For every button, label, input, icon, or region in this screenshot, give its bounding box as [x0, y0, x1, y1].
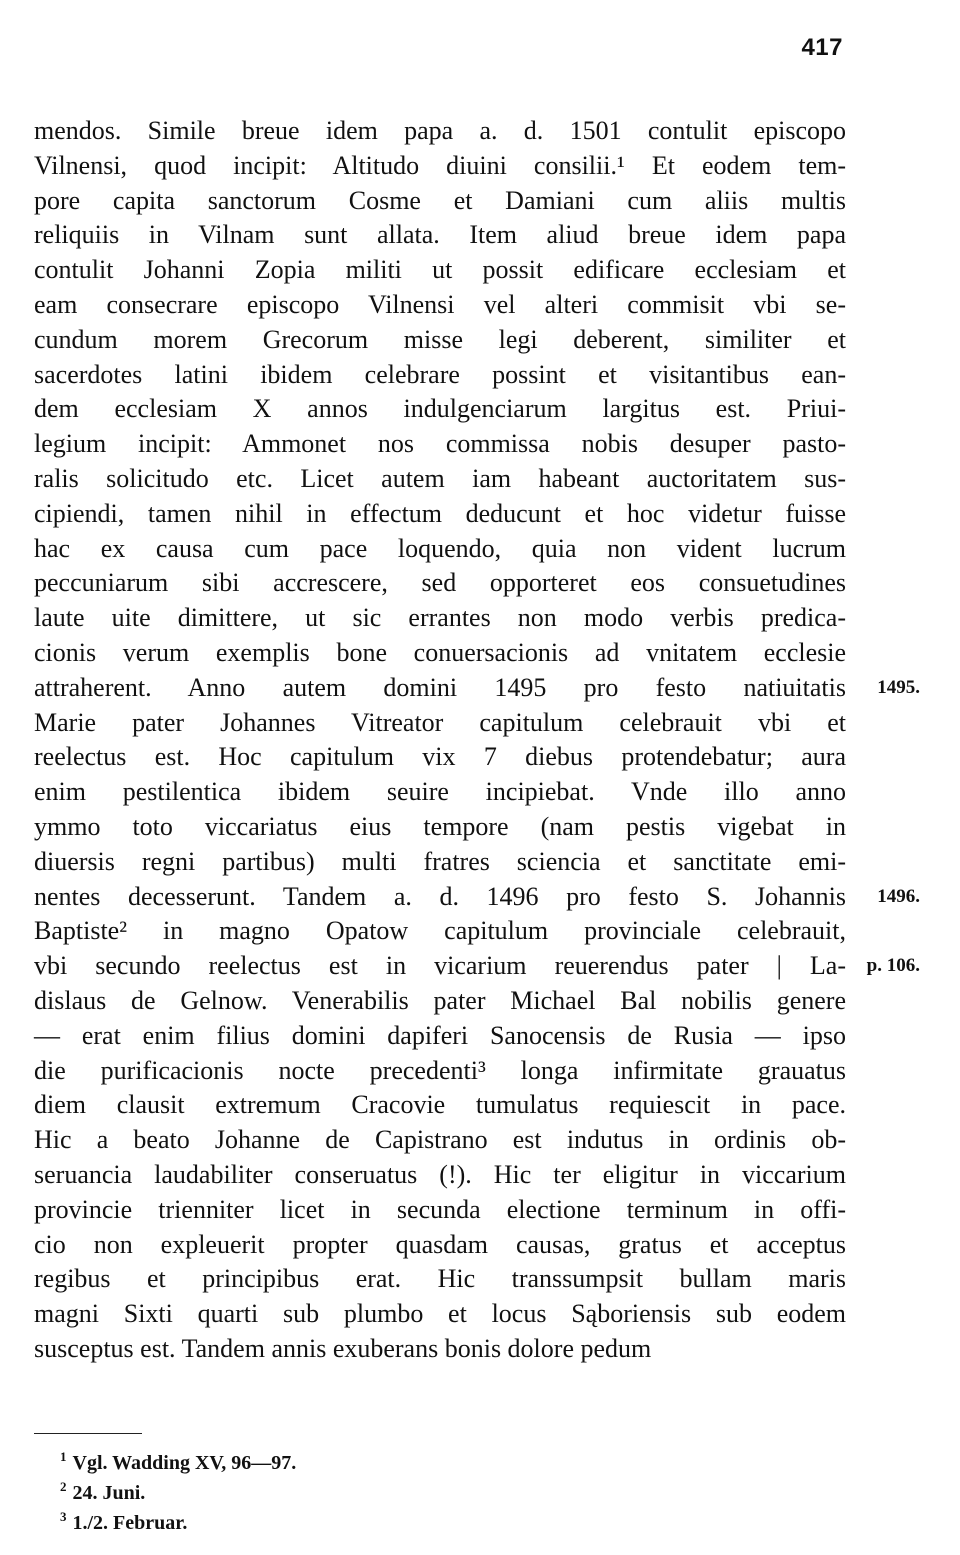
- text-line: peccuniarum sibi accrescere, sed opporteret eos consuetudines: [34, 568, 846, 598]
- text-line: dislaus de Gelnow. Venerabilis pater Michael Bal nobilis genere: [34, 985, 846, 1015]
- footnote-number: 2: [60, 1479, 67, 1495]
- text-line: legium incipit: Ammonet nos commissa nobis desuper pasto-: [34, 429, 846, 459]
- text-line: — erat enim filius domini dapiferi Sanocensis de Rusia — ipso: [34, 1020, 846, 1050]
- footnote-divider: [34, 1433, 142, 1434]
- text-line: reliquiis in Vilnam sunt allata. Item aliud breue idem papa: [34, 220, 846, 250]
- text-line: die purificacionis nocte precedenti³ longa infirmitate grauatus: [34, 1055, 846, 1085]
- text-line: sacerdotes latini ibidem celebrare possint et visitantibus ean-: [34, 359, 846, 389]
- text-line: Hic a beato Johanne de Capistrano est indutus in ordinis ob-: [34, 1125, 846, 1155]
- footnote-number: 1: [60, 1449, 67, 1465]
- text-line: cundum morem Grecorum misse legi deberent, similiter et: [34, 324, 846, 354]
- footnote: [60, 1478, 296, 1508]
- text-line: contulit Johanni Zopia militi ut possit edificare ecclesiam et: [34, 255, 846, 285]
- text-line: vbi secundo reelectus est in vicarium reuerendus pater | La-: [34, 951, 846, 981]
- page-number: 417: [801, 34, 843, 61]
- text-line: dem ecclesiam X annos indulgenciarum largitus est. Priui-: [34, 394, 846, 424]
- margin-note: p. 106.: [866, 955, 920, 977]
- main-text: [34, 114, 846, 1367]
- margin-note: 1495.: [877, 676, 920, 698]
- text-line: diem clausit extremum Cracovie tumulatus requiescit in pace.: [34, 1090, 846, 1120]
- text-line: mendos. Simile breue idem papa a. d. 1501 contulit episcopo: [34, 116, 846, 145]
- text-line: diuersis regni partibus) multi fratres sciencia et sanctitate emi-: [34, 846, 846, 876]
- margin-note: 1496.: [877, 885, 920, 907]
- text-line: cipiendi, tamen nihil in effectum deducunt et hoc videtur fuisse: [34, 498, 846, 528]
- text-line: Marie pater Johannes Vitreator capitulum celebrauit vbi et: [34, 707, 846, 737]
- text-line: regibus et principibus erat. Hic transsumpsit bullam maris: [34, 1264, 846, 1294]
- text-line: provincie trienniter licet in secunda electione terminum in offi-: [34, 1194, 846, 1224]
- text-line: enim pestilentica ibidem seuire incipiebat. Vnde illo anno: [34, 777, 846, 807]
- text-line: nentes decesserunt. Tandem a. d. 1496 pro festo S. Johannis: [34, 881, 846, 911]
- text-line: laute uite dimittere, ut sic errantes non modo verbis predica-: [34, 603, 846, 633]
- text-line: pore capita sanctorum Cosme et Damiani cum aliis multis: [34, 185, 846, 215]
- footnote-text: 24. Juni.: [72, 1482, 146, 1504]
- text-line: eam consecrare episcopo Vilnensi vel alteri commisit vbi se-: [34, 289, 846, 319]
- text-line: Vilnensi, quod incipit: Altitudo diuini consilii.¹ Et eodem tem-: [34, 150, 846, 180]
- text-line: susceptus est. Tandem annis exuberans bonis dolore pedum: [34, 1333, 652, 1363]
- text-line: ralis solicitudo etc. Licet autem iam habeant auctoritatem sus-: [34, 463, 846, 493]
- footnote-number: 3: [60, 1509, 67, 1525]
- text-line: reelectus est. Hoc capitulum vix 7 diebus protendebatur; aura: [34, 742, 846, 772]
- text-line: magni Sixti quarti sub plumbo et locus Sąboriensis sub eodem: [34, 1299, 846, 1329]
- footnote: [60, 1448, 296, 1478]
- text-line: cionis verum exemplis bone conuersacionis ad vnitatem ecclesie: [34, 637, 846, 667]
- text-line: ymmo toto viccariatus eius tempore (nam pestis vigebat in: [34, 811, 846, 841]
- footnote-text: 1./2. Februar.: [72, 1512, 188, 1534]
- footnote: [60, 1508, 296, 1538]
- text-line: hac ex causa cum pace loquendo, quia non vident lucrum: [34, 533, 846, 563]
- footnotes: [60, 1448, 296, 1538]
- text-line: attraherent. Anno autem domini 1495 pro festo natiuitatis: [34, 672, 846, 702]
- footnote-text: Vgl. Wadding XV, 96—97.: [72, 1452, 297, 1474]
- text-line: cio non expleuerit propter quasdam causas, gratus et acceptus: [34, 1229, 846, 1259]
- text-line: seruancia laudabiliter conseruatus (!). Hic ter eligitur in viccarium: [34, 1159, 846, 1189]
- text-line: Baptiste² in magno Opatow capitulum provinciale celebrauit,: [34, 916, 846, 946]
